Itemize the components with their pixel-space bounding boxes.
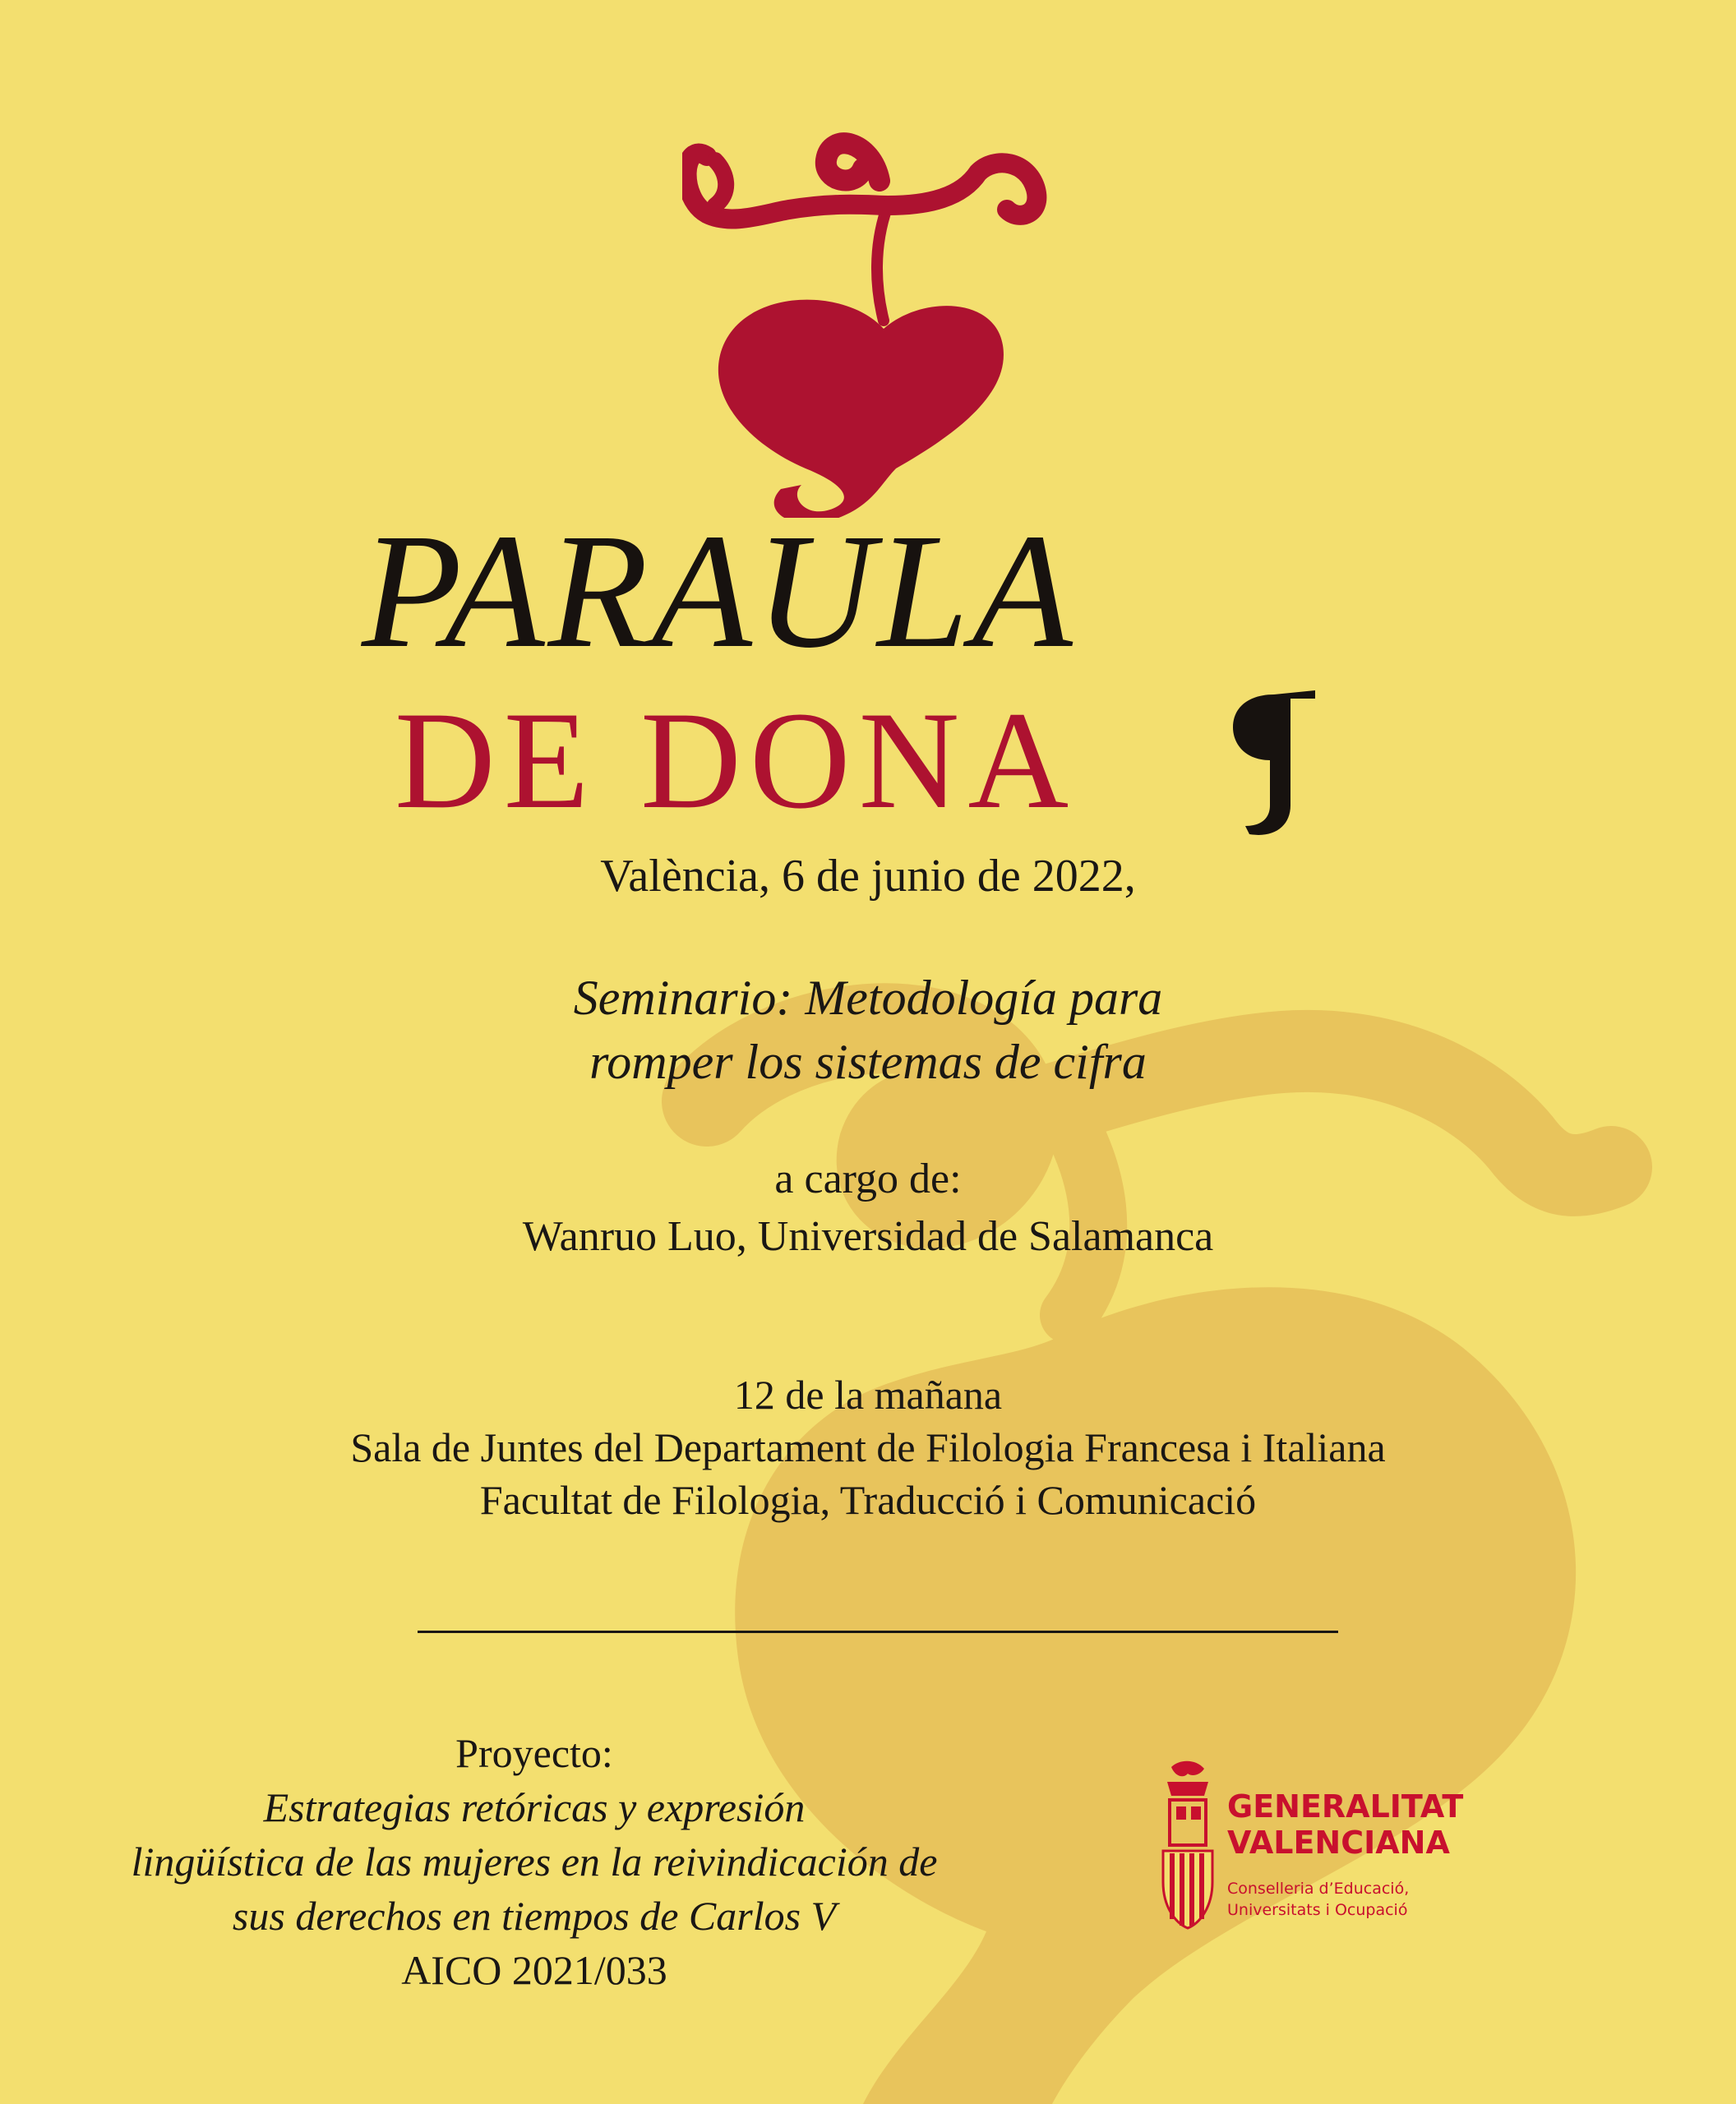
pilcrow-icon [1233,682,1323,838]
generalitat-department-line-2: Universitats i Ocupació [1227,1901,1408,1919]
event-date: València, 6 de junio de 2022, [600,851,1136,902]
title-line-2: DE DONA [395,683,1078,837]
project-code: AICO 2021/033 [401,1947,667,1993]
heart-flourish-icon [682,123,1069,518]
title-line-1: PARAULA [362,501,1076,682]
project-title-line-2: lingüística de las mujeres en la reivindicación de [131,1839,938,1885]
project-label: Proyecto: [455,1730,613,1776]
generalitat-shield-icon [1155,1759,1221,1931]
generalitat-name-line-1: GENERALITAT [1227,1788,1464,1825]
generalitat-department [1227,1878,1498,1921]
generalitat-name [1227,1788,1498,1861]
divider [418,1631,1338,1633]
speaker-name: Wanruo Luo, Universidad de Salamanca [522,1213,1214,1260]
event-time: 12 de la mañana [733,1372,1003,1418]
seminar-title-line-1: Seminario: Metodología para [573,971,1163,1025]
generalitat-name-line-2: VALENCIANA [1227,1825,1450,1861]
venue-block [0,1368,1736,1526]
project-title-line-1: Estrategias retóricas y expresión [263,1784,806,1830]
seminar-title-line-2: romper los sistemas de cifra [589,1035,1147,1089]
project-title-line-3: sus derechos en tiempos de Carlos V [232,1893,837,1939]
generalitat-department-line-1: Conselleria d’Educació, [1227,1880,1410,1898]
project-block [82,1726,986,1997]
speaker-block [0,1151,1736,1266]
speaker-intro: a cargo de: [774,1156,962,1202]
seminar-title [0,966,1736,1094]
generalitat-logo [1155,1759,1500,1931]
event-room: Sala de Juntes del Departament de Filologia Francesa i Italiana [350,1424,1386,1470]
event-faculty: Facultat de Filologia, Traducció i Comunicació [479,1477,1257,1523]
